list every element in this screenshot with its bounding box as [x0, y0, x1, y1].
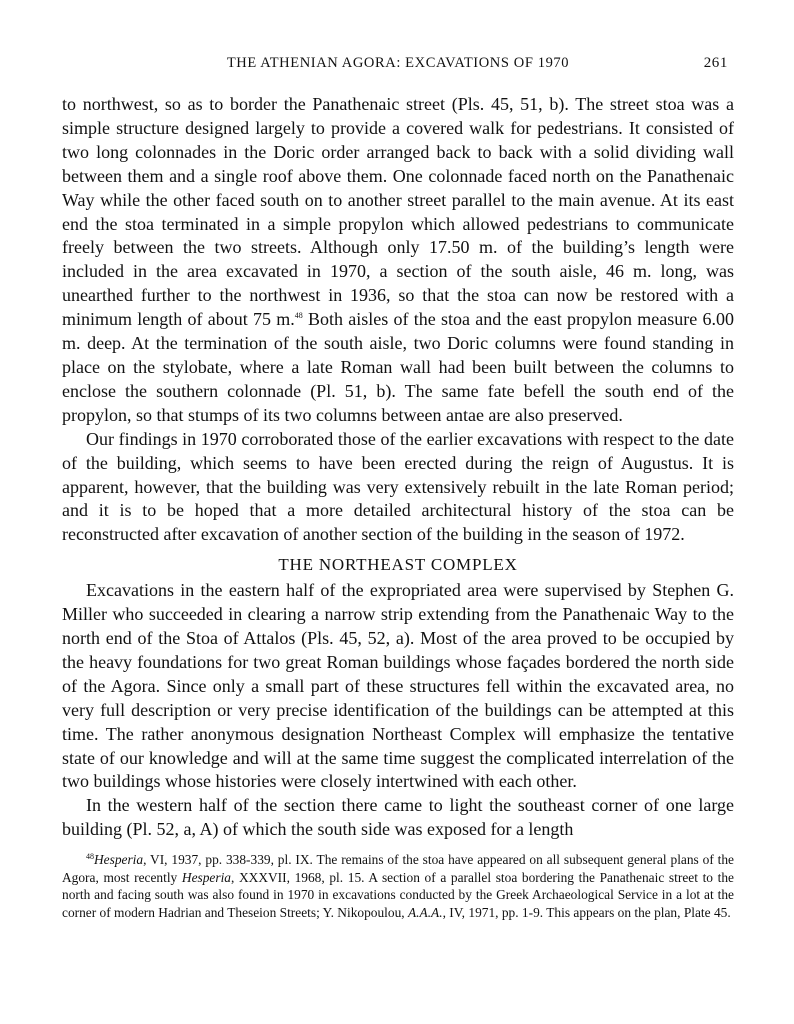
footnote-number: 48 — [86, 852, 94, 862]
paragraph-findings-1970 — [62, 428, 734, 548]
text-run: In the western half of the section there came to light the southeast corner of one large building (Pl. 52, a, A) of which the south side was exposed for a length — [62, 795, 734, 840]
body-text — [62, 93, 734, 842]
text-run: to northwest, so as to border the Panathenaic street (Pls. 45, 51, b). The street stoa was a simple structure designed largely to provide a covered walk for pedestrians. It consisted of two long colonnades in the Doric order arranged back to back with a solid dividing wall between them and a single roof above them. One colonnade faced north on the Panathenaic Way while the other faced south on to another street parallel to the main avenue. At its east end the stoa terminated in a simple propylon which allowed pedestrians to communicate freely between the two streets. Although only 17.50 m. of the building’s length were included in the area excavated in 1970, a section of the south aisle, 46 m. long, was unearthed further to the northwest in 1936, so that the stoa can now be restored with a minimum length of about 75 m. — [62, 94, 734, 330]
footnote-text: , IV, 1971, pp. 1-9. This appears on the plan, Plate 45. — [442, 904, 731, 920]
footnote-journal-title: Hesperia — [181, 869, 231, 885]
paragraph-western-half — [62, 794, 734, 842]
footnote-text: , VI, 1937, pp. 338-339, pl. IX. The remains of the stoa have appeared on all subsequent general plans of the Agora, most recently — [62, 852, 734, 885]
paragraph-stoa-description — [62, 93, 734, 428]
footnote-text: , XXXVII, 1968, pl. 15. A section of a parallel stoa bordering the Panathenaic street to the north and facing south was also found in 1970 in excavations conducted by the Greek Archaeological Service in a lot at the corner of modern Hadrian and Theseion Streets; Y. Nikopoulou, — [62, 869, 734, 920]
footnote-journal-title: A.A.A. — [407, 904, 443, 920]
paragraph-eastern-excavations — [62, 579, 734, 794]
page-number: 261 — [703, 55, 728, 71]
footnote-reference[interactable]: 48 — [294, 311, 303, 321]
running-title: THE ATHENIAN AGORA: EXCAVATIONS OF 1970 — [226, 55, 570, 71]
running-header — [62, 55, 734, 77]
text-run: Our findings in 1970 corroborated those of the earlier excavations with respect to the date of the building, which seems to have been erected during the reign of Augustus. It is apparent, however, that the building was very extensively rebuilt in the late Roman period; and it is to be hoped that a more detailed architectural history of the stoa can be reconstructed after excavation of another section of the building in the season of 1972. — [62, 428, 734, 545]
page — [62, 55, 734, 922]
footnote-48 — [62, 851, 734, 921]
text-run: Excavations in the eastern half of the expropriated area were supervised by Stephen G. Miller who succeeded in clearing a narrow strip extending from the Panathenaic Way to the north end of the Stoa of Attalos (Pls. 45, 52, a). Most of the area proved to be occupied by the heavy foundations for two great Roman buildings whose façades bordered the north side of the Agora. Since only a small part of these structures fell within the excavated area, no very full description or very precise identification of the buildings can be attempted at this time. The rather anonymous designation Northeast Complex will emphasize the tentative state of our knowledge and will at the same time suggest the complicated interrelation of the two buildings whose histories were closely intertwined with each other. — [62, 580, 734, 792]
section-heading: THE NORTHEAST COMPLEX — [278, 555, 518, 575]
footnote-journal-title: Hesperia — [94, 852, 144, 868]
text-run: Both aisles of the stoa and the east propylon measure 6.00 m. deep. At the termination of the south aisle, two Doric columns were found standing in place on the stylobate, where a late Roman wall had been built between the columns to enclose the southern colonnade (Pl. 51, b). The same fate befell the south end of the propylon, so that stumps of its two columns between antae are also preserved. — [62, 309, 734, 425]
